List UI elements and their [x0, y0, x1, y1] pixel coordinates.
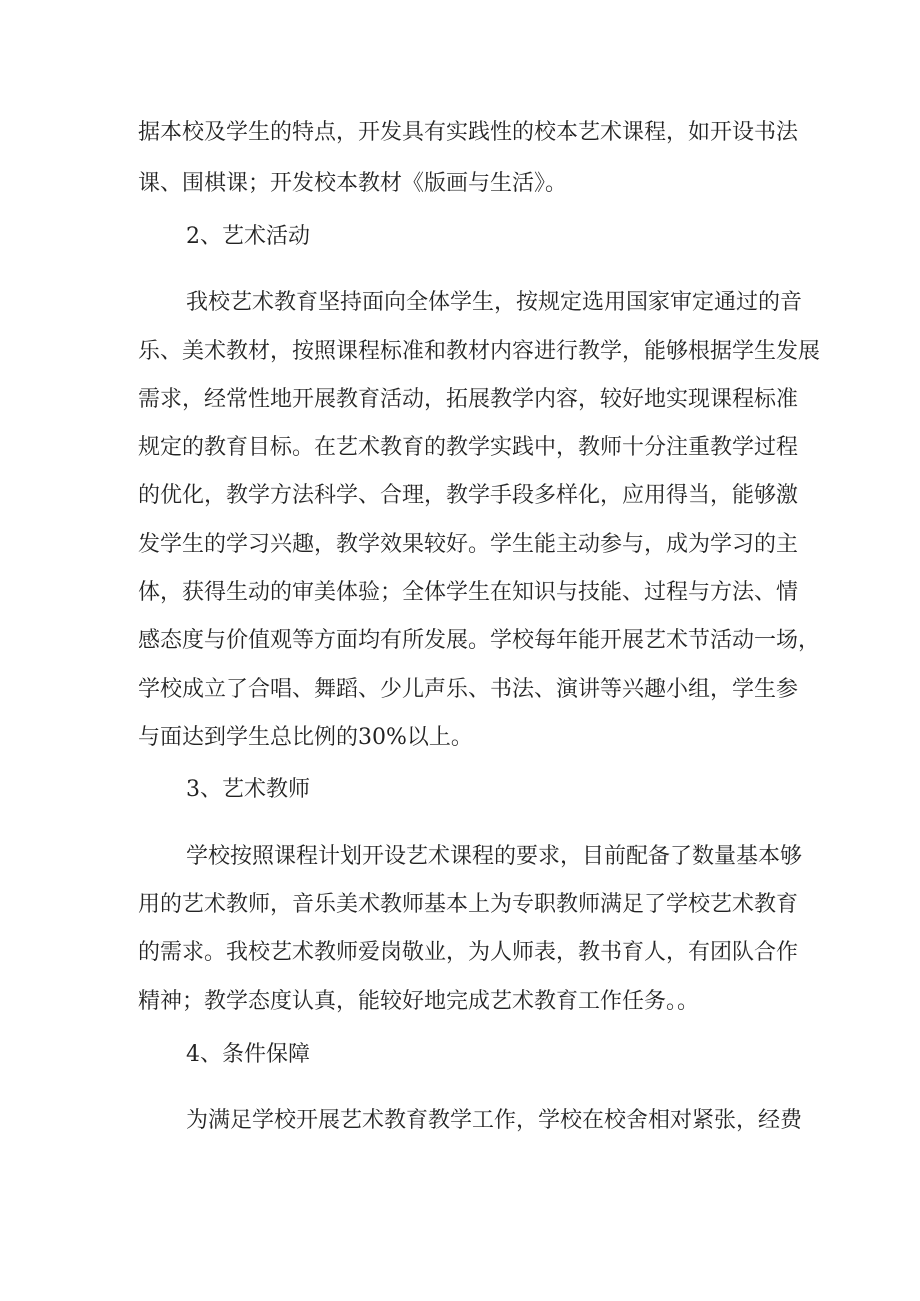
section2-line-9: 学校成立了合唱、舞蹈、少儿声乐、书法、演讲等兴趣小组，学生参 [138, 677, 799, 702]
section3-line-3: 的需求。我校艺术教师爱岗敬业，为人师表，教书育人，有团队合作 [138, 940, 799, 965]
section-heading-art-teachers: 3、艺术教师 [186, 777, 310, 802]
section2-line-1: 我校艺术教育坚持面向全体学生，按规定选用国家审定通过的音 [186, 290, 803, 315]
section2-line-10: 与面达到学生总比例的30%以上。 [138, 725, 473, 750]
section-heading-conditions: 4、条件保障 [186, 1042, 310, 1067]
section2-line-5: 的优化，教学方法科学、合理，教学手段多样化，应用得当，能够激 [138, 483, 799, 508]
section2-line-2: 乐、美术教材，按照课程标准和教材内容进行教学，能够根据学生发展 [138, 339, 821, 364]
section2-line-4: 规定的教育目标。在艺术教育的教学实践中，教师十分注重教学过程 [138, 435, 799, 460]
intro-line-1: 据本校及学生的特点，开发具有实践性的校本艺术课程，如开设书法 [138, 120, 799, 145]
section3-line-1: 学校按照课程计划开设艺术课程的要求，目前配备了数量基本够 [186, 844, 803, 869]
section2-line-7: 体，获得生动的审美体验；全体学生在知识与技能、过程与方法、情 [138, 580, 799, 605]
section2-line-3: 需求，经常性地开展教育活动，拓展教学内容，较好地实现课程标准 [138, 387, 799, 412]
intro-line-2: 课、围棋课；开发校本教材《版画与生活》。 [138, 171, 568, 196]
section3-line-2: 用的艺术教师，音乐美术教师基本上为专职教师满足了学校艺术教育 [138, 892, 799, 917]
section2-line-8: 感态度与价值观等方面均有所发展。学校每年能开展艺术节活动一场， [138, 628, 821, 653]
section4-line-1: 为满足学校开展艺术教育教学工作，学校在校舍相对紧张，经费 [186, 1108, 803, 1133]
section-heading-art-activities: 2、艺术活动 [186, 224, 310, 249]
section2-line-6: 发学生的学习兴趣，教学效果较好。学生能主动参与，成为学习的主 [138, 532, 799, 557]
section3-line-4: 精神；教学态度认真，能较好地完成艺术教育工作任务。。 [138, 989, 700, 1014]
